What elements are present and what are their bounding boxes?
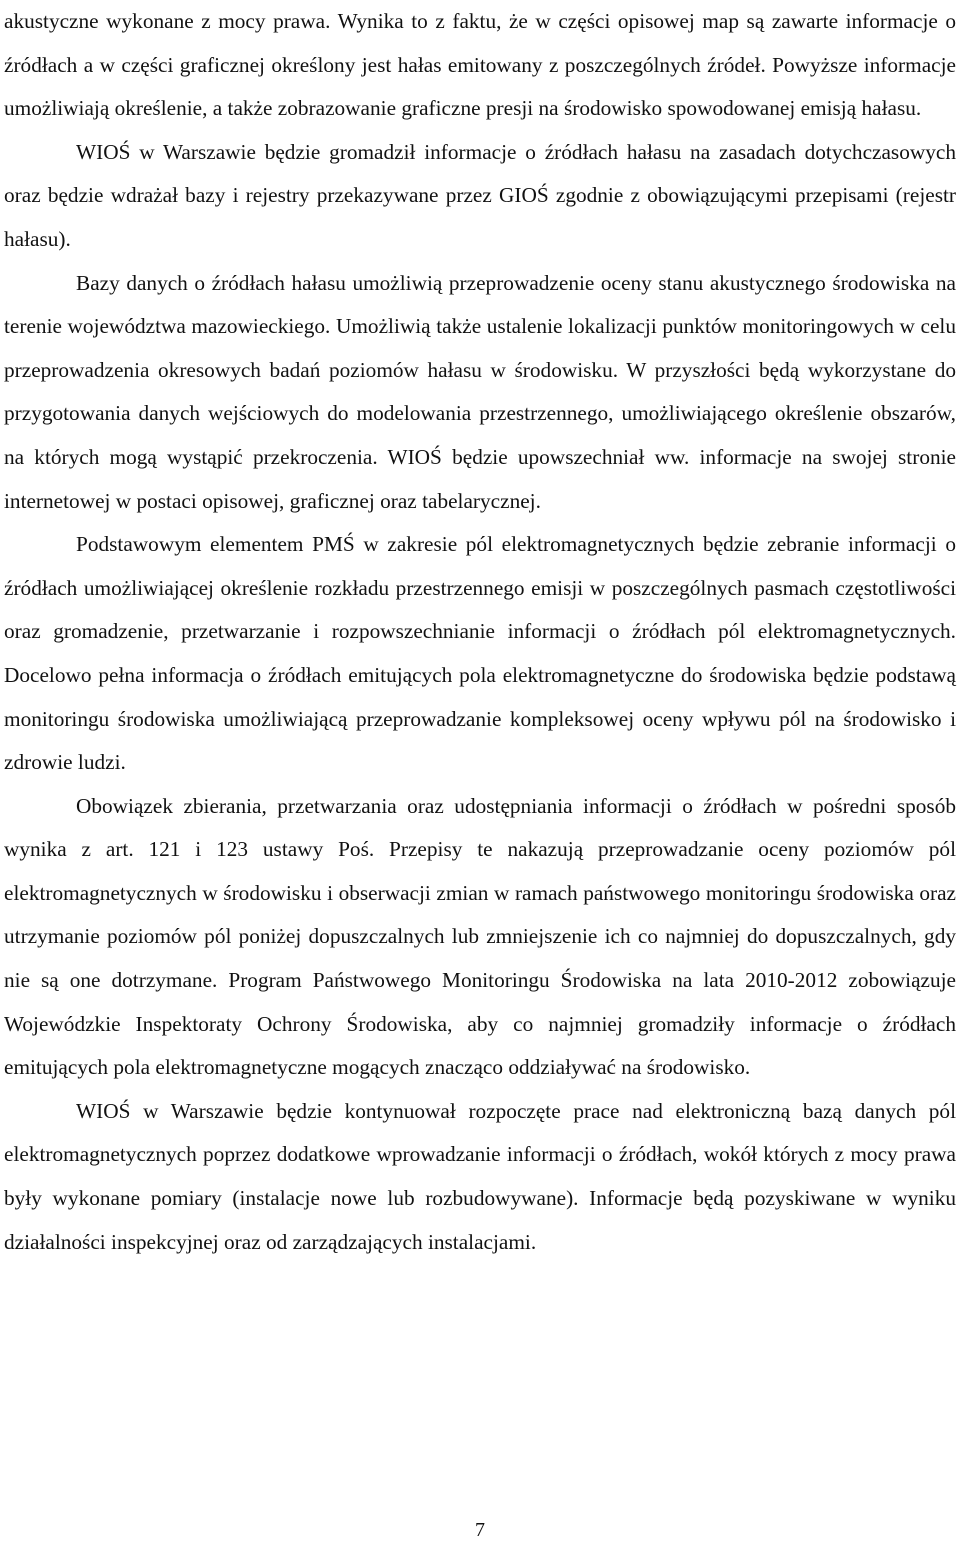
paragraph-4: Podstawowym elementem PMŚ w zakresie pól elektromagnetycznych będzie zebranie informacji o źródłach umożliwiającej określenie rozkładu przestrzennego emisji w poszczególnych pasmach częstotliwości oraz gromadzenie, przetwarzanie i rozpowszechnianie informacji o źródłach pól elektromagnetycznych. Docelowo pełna informacja o źródłach emitujących pola elektromagnetyczne do środowiska będzie podstawą monitoringu środowiska umożliwiającą przeprowadzanie kompleksowej oceny wpływu pól na środowisko i zdrowie ludzi. [4, 532, 956, 775]
paragraph-3: Bazy danych o źródłach hałasu umożliwią przeprowadzenie oceny stanu akustycznego środowiska na terenie województwa mazowieckiego. Umożliwią także ustalenie lokalizacji punktów monitoringowych w celu przeprowadzenia okresowych badań poziomów hałasu w środowisku. W przyszłości będą wykorzystane do przygotowania danych wejściowych do modelowania przestrzennego, umożliwiającego określenie obszarów, na których mogą wystąpić przekroczenia. WIOŚ będzie upowszechniał ww. informacje na swojej stronie internetowej w postaci opisowej, graficznej oraz tabelarycznej. [4, 270, 956, 513]
paragraph-2: WIOŚ w Warszawie będzie gromadził informacje o źródłach hałasu na zasadach dotychczasowych oraz będzie wdrażał bazy i rejestry przekazywane przez GIOŚ zgodnie z obowiązującymi przepisami (rejestr hałasu). [4, 139, 956, 251]
paragraph-1: akustyczne wykonane z mocy prawa. Wynika to z faktu, że w części opisowej map są zawarte informacje o źródłach a w części graficznej określony jest hałas emitowany z poszczególnych źródeł. Powyższe informacje umożliwiają określenie, a także zobrazowanie graficzne presji na środowisko spowodowanej emisją hałasu. [4, 9, 956, 121]
page-number: 7 [475, 1519, 485, 1541]
body-text [4, 0, 956, 1264]
paragraph-5: Obowiązek zbierania, przetwarzania oraz udostępniania informacji o źródłach w pośredni sposób wynika z art. 121 i 123 ustawy Poś. Przepisy te nakazują przeprowadzanie oceny poziomów pól elektromagnetycznych w środowisku i obserwacji zmian w ramach państwowego monitoringu środowiska oraz utrzymanie poziomów pól poniżej dopuszczalnych lub zmniejszenie ich co najmniej do dopuszczalnych, gdy nie są one dotrzymane. Program Państwowego Monitoringu Środowiska na lata 2010-2012 zobowiązuje Wojewódzkie Inspektoraty Ochrony Środowiska, aby co najmniej gromadziły informacje o źródłach emitujących pola elektromagnetyczne mogących znacząco oddziaływać na środowisko. [4, 793, 956, 1080]
paragraph-6: WIOŚ w Warszawie będzie kontynuował rozpoczęte prace nad elektroniczną bazą danych pól elektromagnetycznych poprzez dodatkowe wprowadzanie informacji o źródłach, wokół których z mocy prawa były wykonane pomiary (instalacje nowe lub rozbudowywane). Informacje będą pozyskiwane w wyniku działalności inspekcyjnej oraz od zarządzających instalacjami. [4, 1098, 956, 1254]
